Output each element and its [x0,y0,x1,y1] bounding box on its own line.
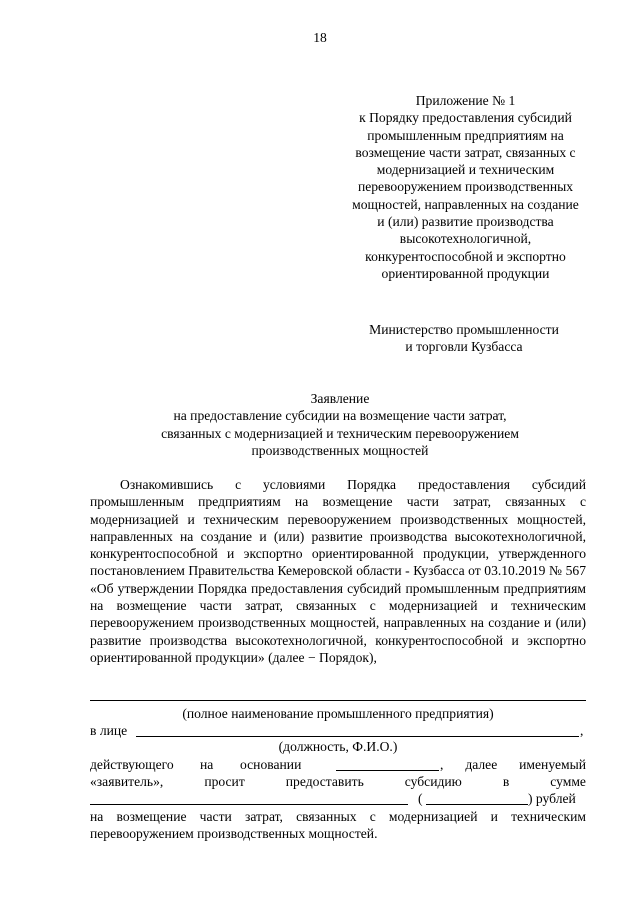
body-paragraph: Ознакомившись с условиями Порядка предоставления субсидий промышленным предприятиям на возмещение части затрат, связанных с модернизацией и техническим перевооружением производственных мощностей, направленных на создание и (или) развитие производства высокотехнологичной, конкурентоспособной и экспортно ориентированной продукции, утвержденного постановлением Правительства Кемеровской области - Кузбасса от 03.10.2019 № 567 «Об утверждении Порядка предоставления субсидий промышленным предприятиям на возмещение части затрат, связанных с модернизацией и техническим перевооружением производственных мощностей, направленных на создание и (или) развитие производства высокотехнологичной, конкурентоспособной и экспортно ориентированной продукции» (далее − Порядок), [90,477,586,665]
addressee-block [340,321,588,356]
applicant-word: в [502,774,510,789]
applicant-word: «заявитель», [90,774,164,789]
basis-field[interactable] [336,770,439,771]
position-caption: (должность, Ф.И.О.) [278,739,398,754]
appendix-line: возмещение части затрат, связанных с [355,144,576,160]
appendix-block [333,92,598,282]
in-person-label: в лице [90,723,128,738]
enterprise-name-field[interactable] [90,700,586,701]
acting-word: действующего [90,757,174,772]
amount-words-field[interactable] [426,804,528,805]
comma: , [580,723,584,738]
title-line: производственных мощностей [251,442,429,458]
acting-word: на [200,757,214,772]
page-number: 18 [313,30,327,45]
enterprise-caption: (полное наименование промышленного предприятия) [182,706,494,721]
applicant-word: сумме [550,774,586,789]
title-line: связанных с модернизацией и техническим перевооружением [161,425,519,441]
appendix-line: Приложение № 1 [415,93,516,108]
acting-word: основании [240,757,302,772]
appendix-line: модернизацией и техническим [376,162,555,178]
amount-field[interactable] [90,804,408,805]
addressee-line: Министерство промышленности [369,322,559,337]
hereinafter-text: , далее именуемый [440,757,586,772]
title-line: Заявление [310,391,370,406]
appendix-line: перевооружением производственных [357,179,574,195]
representative-field[interactable] [136,736,579,737]
appendix-line: мощностей, направленных на создание [352,196,579,212]
amount-close-rubles: ) рублей [528,791,576,806]
applicant-word: субсидию [404,774,462,789]
applicant-word: предоставить [285,774,364,789]
applicant-line [90,773,586,790]
appendix-line: конкурентоспособной и экспортно [365,248,566,264]
addressee-line: и торговли Кузбасса [405,339,523,355]
applicant-word: просит [204,774,245,789]
final-paragraph: на возмещение части затрат, связанных с модернизацией и техническим перевооружением производственных мощностей. [90,809,586,842]
title-line: на предоставление субсидии на возмещение части затрат, [173,408,507,424]
appendix-line: высокотехнологичной, [399,231,532,247]
document-title [80,390,600,459]
appendix-line: и (или) развитие производства [377,214,554,230]
amount-open-paren: ( [418,791,423,806]
appendix-line: промышленным предприятиям на [367,127,564,143]
appendix-line: ориентированной продукции [381,265,550,281]
appendix-line: к Порядку предоставления субсидий [359,110,572,126]
